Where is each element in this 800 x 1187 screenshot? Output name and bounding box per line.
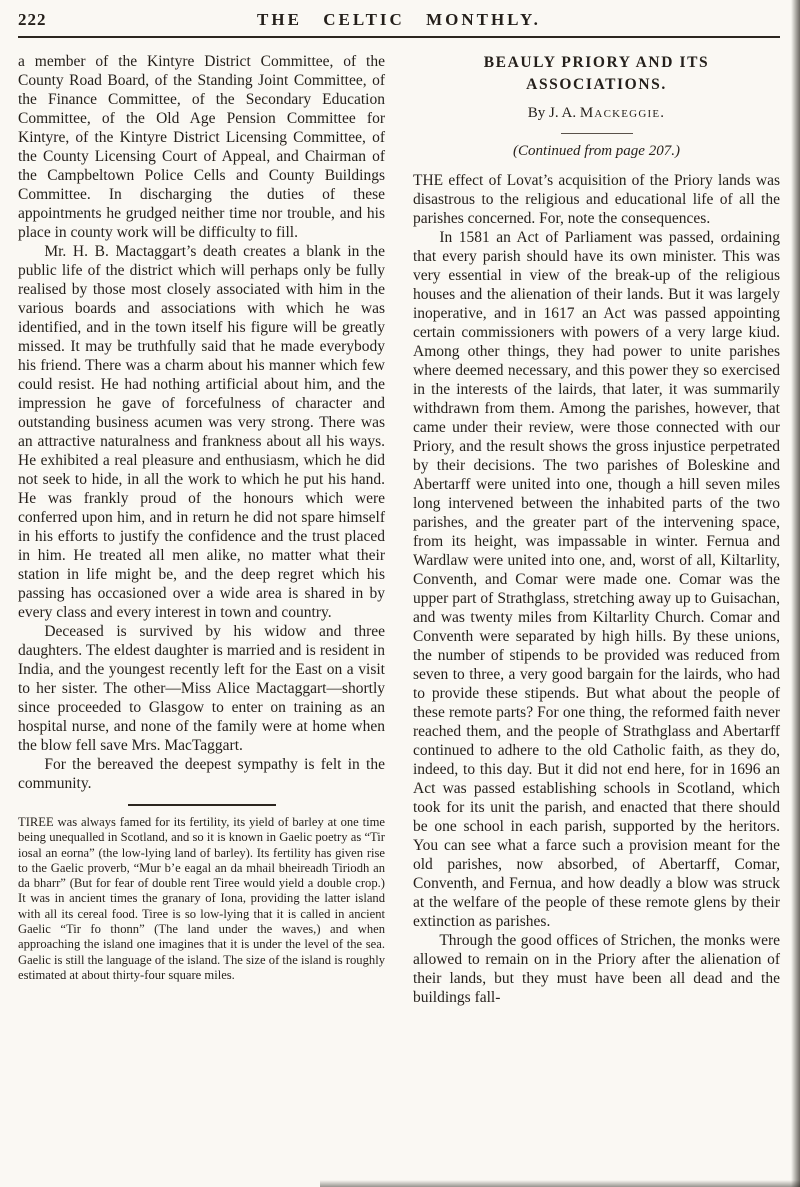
- byline-author-name: Mackeggie.: [579, 105, 666, 122]
- paragraph: For the bereaved the deepest sympathy is felt in the community.: [18, 756, 385, 792]
- obituary-body: [18, 52, 385, 793]
- decorative-flourish-rule: [561, 133, 633, 134]
- article-title: [413, 52, 780, 95]
- two-column-layout: [18, 52, 780, 1007]
- article-body: [413, 171, 780, 1007]
- article-byline: [413, 104, 780, 123]
- paragraph: a member of the Kintyre District Committee, of the County Road Board, of the Standing Joint Committee, of the Finance Committee, of the Secondary Education Committee, of the Old Age Pension Committee for Kintyre, of the Kintyre District Licensing Committee, of the County Licensing Court of Appeal, and Chairman of the Campbeltown Police Cells and County Buildings Committee. In discharging the duties of these appointments he grudged neither time nor trouble, and his place in county work will be difficulty to fill.: [18, 53, 385, 241]
- byline-prefix: By J. A.: [527, 105, 580, 122]
- paragraph: THE effect of Lovat’s acquisition of the Priory lands was disastrous to the religious and educational life of all the parishes concerned. For, note the consequences.: [413, 172, 780, 228]
- tiree-note-paragraph: TIREE was always famed for its fertility, its yield of barley at one time being unequalled in Scotland, and so it is known in Gaelic poetry as “Tir iosal an eorna” (the low-lying land of barley). Its fertility has given rise to the Gaelic proverb, “Mur b’e eagal an da mhail bheireadh Tiriodh an da bharr” (But for fear of double rent Tiree would yield a double crop.) It was in ancient times the granary of Iona, providing the latter island with all its cereal food. Tiree is so low-lying that it is called in ancient Gaelic “Tir fo thonn” (The land under the waves,) and when approaching the island one imagines that it is under the level of the sea. Gaelic is still the language of the island. The size of the island is roughly estimated at about thirty-four square miles.: [18, 815, 385, 982]
- section-divider-rule: [128, 804, 276, 806]
- right-column: [413, 52, 780, 1007]
- paragraph: Through the good offices of Strichen, the monks were allowed to remain on in the Priory after the alienation of their lands, but they must have been all dead and the buildings fall-: [413, 932, 780, 1007]
- paragraph: Deceased is survived by his widow and three daughters. The eldest daughter is married and is resident in India, and the youngest recently left for the East on a visit to her sister. The other—Miss Alice Mactaggart—shortly since proceeded to Glasgow to enter on training as an hospital nurse, and none of the family were at home when the blow fell save Mrs. MacTaggart.: [18, 623, 385, 754]
- paragraph: Mr. H. B. Mactaggart’s death creates a blank in the public life of the district which will perhaps only be fully realised by those most closely associated with him in the various boards and associations with which he was identified, and in the town itself his figure will be greatly missed. It may be truthfully said that he made everybody his friend. There was a charm about his manner which few could resist. He had nothing artificial about him, and the impression he gave of forcefulness of character and outstanding business acumen was very strong. There was an attractive naturalness and frankness about all his ways. He exhibited a real pleasure and enthusiasm, which he did not seek to hide, in all the work to which he put his hand. He was frankly proud of the honours which were conferred upon him, and in return he did not spare himself in his efforts to justify the confidence and the trust placed in him. He treated all men alike, no matter what their station in life might be, and the deep regret which his passing has occasioned over a wide area is shared in by every class and every interest in town and country.: [18, 243, 385, 621]
- page-header: [18, 10, 780, 38]
- continued-from-note: (Continued from page 207.): [513, 143, 680, 160]
- article-title-line2: ASSOCIATIONS.: [526, 75, 667, 93]
- page-number: 222: [18, 10, 47, 29]
- paragraph: In 1581 an Act of Parliament was passed, ordaining that every parish should have its own minister. This was very essential in view of the break-up of the religious houses and the alienation of their lands. But it was largely inoperative, and in 1617 an Act was passed appointing certain commissioners with powers of a very large kiud. Among other things, they had power to unite parishes where deemed necessary, and this power they so exercised in the interests of the lairds, that later, it was summarily withdrawn from them. Among the parishes, however, that came under their review, were those connected with our Priory, and the result shows the gross injustice perpetrated by their decisions. The two parishes of Boleskine and Abertarff were united into one, though a hill seven miles long intervened between the inhabited parts of the two parishes, and the greater part of the intervening space, from its height, was impassable in winter. Fernua and Wardlaw were united into one, and, worst of all, Kiltarlity, Conventh, and Comar were made one. Comar was the upper part of Strathglass, stretching away up to Guisachan, and was twenty miles from Kiltarlity Church. Comar and Conventh were separated by high hills. By these unions, the number of stipends to be provided was reduced from seven to three, a very good bargain for the lairds, who had to provide these stipends. But what about the people of these remote parts? For one thing, the reformed faith never reached them, and the people of Strathglass and Abertarff continued to adhere to the old Catholic faith, as they do, indeed, to this day. But it did not end here, for in 1696 an Act was passed establishing schools in Scotland, which took for its unit the parish, and enacted that there should be one school in each parish, supported by the heritors. You can see what a farce such a provision meant for the old parishes, now absorbed, of Abertarff, Comar, Conventh, and Fernua, and how deadly a blow was struck at the welfare of the people of these remote glens by their extinction as parishes.: [413, 229, 780, 931]
- article-title-line1: BEAULY PRIORY AND ITS: [483, 54, 710, 71]
- left-column: [18, 52, 385, 1007]
- masthead-title: THE CELTIC MONTHLY.: [257, 10, 541, 29]
